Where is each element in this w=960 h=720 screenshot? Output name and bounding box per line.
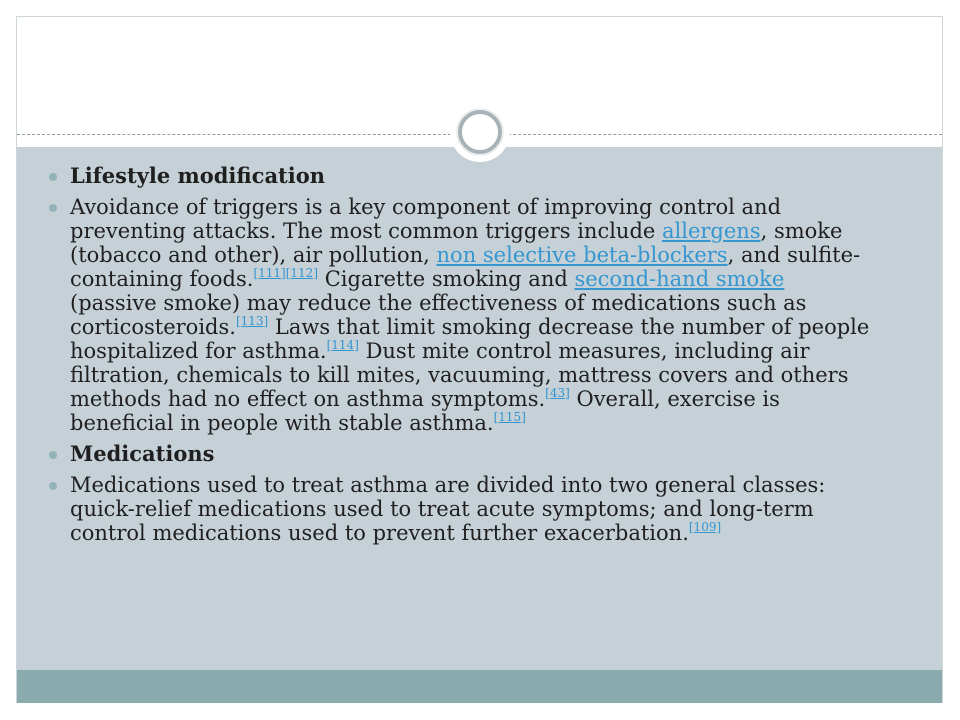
text-line — [70, 195, 930, 219]
heading-lifestyle-modification: Lifestyle modification — [70, 163, 326, 188]
text-run: beneficial in people with stable asthma. — [70, 411, 494, 435]
text-run: Medications used to treat asthma are divided into two general classes: — [70, 473, 826, 497]
text-line — [70, 363, 930, 387]
bullet-dot — [49, 451, 57, 459]
bullet-item-medication-classes — [70, 473, 930, 545]
text-run: , and sulfite- — [727, 243, 861, 267]
citation-43[interactable]: [43] — [545, 386, 570, 400]
text-line — [70, 267, 930, 291]
text-run: methods had no effect on asthma symptoms. — [70, 387, 546, 411]
text-run: Dust mite control measures, including air — [358, 339, 810, 363]
bullet-dot — [49, 482, 57, 490]
text-line — [70, 315, 930, 339]
text-run: (passive smoke) may reduce the effectiveness of medications such as — [70, 291, 807, 315]
link-beta-blockers[interactable]: non selective beta-blockers — [436, 243, 728, 267]
citation-112[interactable]: [112] — [285, 266, 319, 280]
ring-ornament — [448, 100, 512, 164]
text-line — [70, 339, 930, 363]
text-run: , smoke — [760, 219, 843, 243]
text-line — [70, 387, 930, 411]
slide-body — [70, 164, 930, 545]
text-line — [70, 473, 930, 497]
text-run: Avoidance of triggers is a key component of improving control and — [70, 195, 782, 219]
text-run: containing foods. — [70, 267, 254, 291]
citation-115[interactable]: [115] — [493, 410, 526, 424]
bullet-item-avoidance-of-triggers — [70, 195, 930, 435]
text-line — [70, 291, 930, 315]
text-line — [70, 243, 930, 267]
link-allergens[interactable]: allergens — [662, 219, 761, 243]
citation-113[interactable]: [113] — [235, 314, 269, 328]
heading-medications: Medications — [70, 441, 215, 466]
text-run: Overall, exercise is — [569, 387, 780, 411]
footer-band — [17, 670, 942, 703]
text-run: Laws that limit smoking decrease the number of people — [268, 315, 870, 339]
citation-109[interactable]: [109] — [688, 520, 722, 534]
bullet-dot — [49, 173, 57, 181]
text-run: control medications used to prevent further exacerbation. — [70, 521, 689, 545]
text-line — [70, 521, 930, 545]
citation-111[interactable]: [111] — [253, 266, 286, 280]
text-run: (tobacco and other), air pollution, — [70, 243, 437, 267]
text-line — [70, 219, 930, 243]
text-run: corticosteroids. — [70, 315, 236, 339]
text-run: Cigarette smoking and — [318, 267, 575, 291]
bullet-item-medications — [70, 442, 930, 466]
link-second-hand-smoke[interactable]: second-hand smoke — [574, 267, 785, 291]
citation-114[interactable]: [114] — [326, 338, 359, 352]
text-line — [70, 411, 930, 435]
text-run: quick-relief medications used to treat acute symptoms; and long-term — [70, 497, 814, 521]
text-run: preventing attacks. The most common triggers include — [70, 219, 662, 243]
bullet-item-lifestyle-modification — [70, 164, 930, 188]
text-run: filtration, chemicals to kill mites, vacuuming, mattress covers and others — [70, 363, 849, 387]
text-run: hospitalized for asthma. — [70, 339, 327, 363]
bullet-dot — [49, 204, 57, 212]
text-line — [70, 497, 930, 521]
